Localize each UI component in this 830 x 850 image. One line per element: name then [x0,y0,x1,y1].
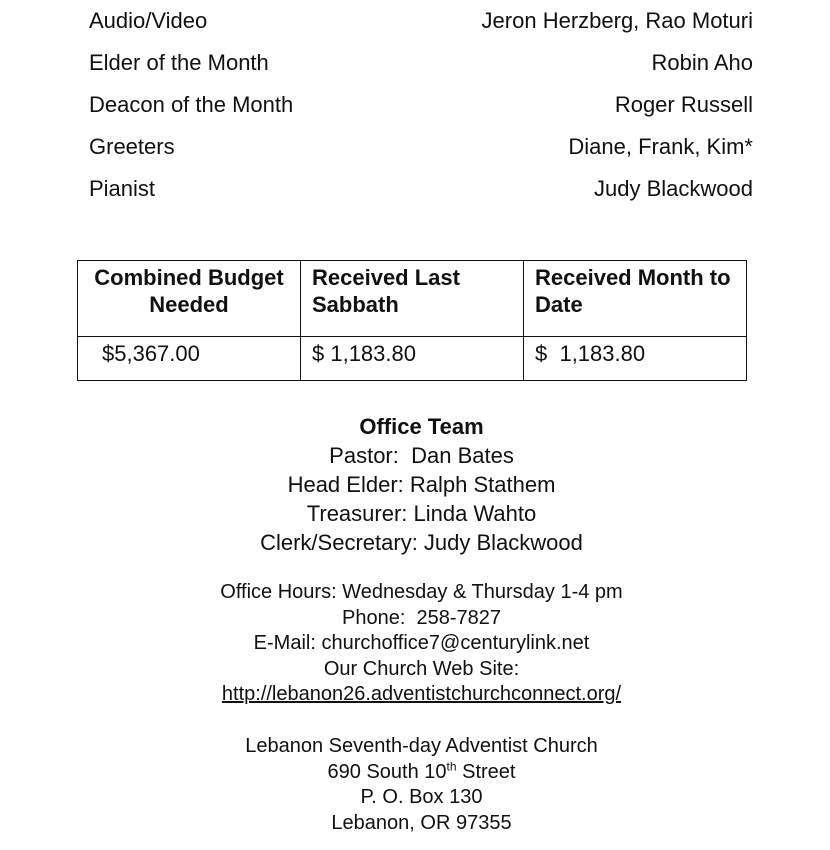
street-number: 690 South 10 [327,760,447,783]
role-name: Roger Russell [614,92,753,117]
office-team-title: Office Team [359,414,484,439]
budget-value-last-sabbath: $ 1,183.80 [301,337,524,381]
role-label: Elder of the Month [89,50,269,75]
street-address [0,760,830,786]
phone: Phone: 258-7827 [341,606,502,629]
role-row-greeters [89,132,753,174]
budget-header-last-sabbath: Received Last Sabbath [301,261,524,337]
website-link[interactable]: http://lebanon26.adventistchurchconnect.org/ [221,683,622,705]
budget-table [77,260,747,381]
office-head-elder: Head Elder: Ralph Stathem [287,472,556,497]
email: E-Mail: churchoffice7@centurylink.net [253,632,590,654]
role-row-audio-video [89,6,753,48]
website-label: Our Church Web Site: [323,657,520,680]
street-ordinal: th [446,758,457,773]
office-pastor: Pastor: Dan Bates [329,443,514,468]
budget-value-row [78,337,747,381]
role-row-deacon [89,90,753,132]
office-clerk: Clerk/Secretary: Judy Blackwood [260,530,583,555]
role-label: Deacon of the Month [89,92,294,117]
role-row-pianist [89,174,753,216]
role-label: Greeters [89,134,175,159]
role-row-elder [89,48,753,90]
contact-section [0,580,830,708]
church-name: Lebanon Seventh-day Adventist Church [245,735,598,757]
city-state-zip: Lebanon, OR 97355 [331,811,512,834]
budget-header-month-to-date: Received Month to Date [524,261,747,337]
role-label: Audio/Video [89,8,208,33]
office-hours: Office Hours: Wednesday & Thursday 1-4 pm [220,581,623,603]
role-name: Jeron Herzberg, Rao Moturi [481,8,753,33]
street-name: Street [456,760,516,783]
role-name: Robin Aho [651,50,753,75]
budget-value-month-to-date: $ 1,183.80 [524,337,747,381]
budget-header-needed: Combined Budget Needed [78,261,301,337]
address-section [0,734,830,836]
budget-header-row [78,261,747,337]
office-team-section [0,413,830,557]
office-treasurer: Treasurer: Linda Wahto [306,501,537,526]
budget-value-needed: $5,367.00 [78,337,301,381]
role-list [89,6,753,216]
po-box: P. O. Box 130 [360,786,483,808]
role-name: Judy Blackwood [594,176,753,201]
role-label: Pianist [89,176,156,201]
role-name: Diane, Frank, Kim* [568,134,753,159]
